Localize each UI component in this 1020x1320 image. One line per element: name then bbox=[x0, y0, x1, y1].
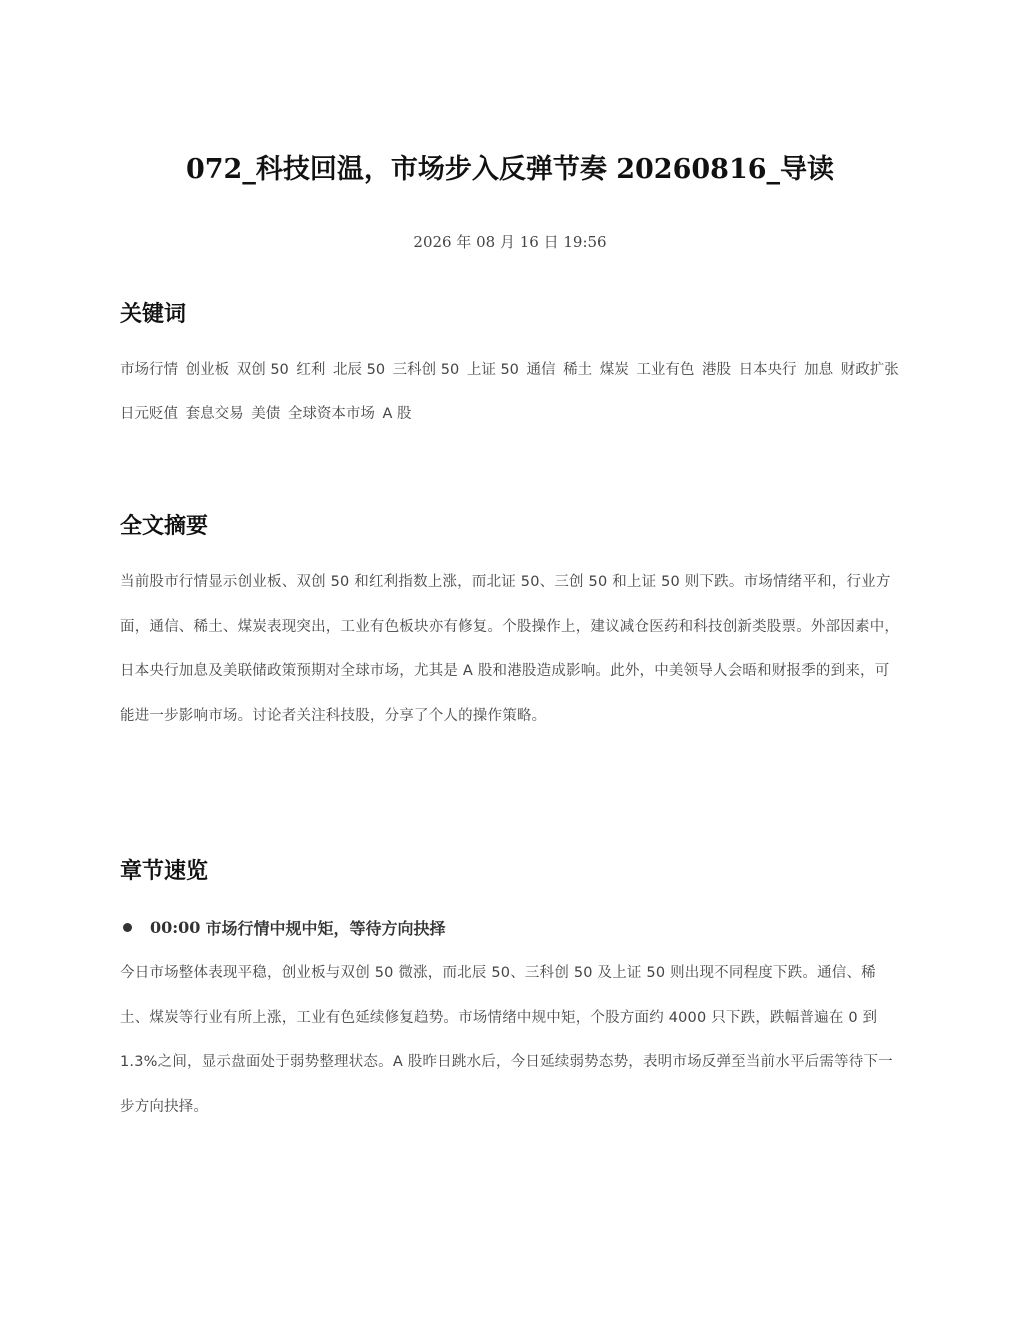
keyword: 日本央行 bbox=[738, 362, 797, 378]
keyword: 全球资本市场 bbox=[287, 406, 375, 422]
summary-heading: 全文摘要 bbox=[120, 514, 209, 539]
chapters-heading: 章节速览 bbox=[120, 859, 209, 884]
chapter-item-heading bbox=[120, 912, 902, 942]
keyword: 美债 bbox=[251, 406, 281, 422]
keyword: 套息交易 bbox=[185, 406, 244, 422]
keyword: 创业板 bbox=[185, 362, 230, 378]
keyword: 上证 50 bbox=[466, 362, 519, 378]
keyword: 双创 50 bbox=[236, 362, 289, 378]
keyword: A 股 bbox=[382, 406, 412, 422]
keyword: 加息 bbox=[804, 362, 834, 378]
keyword: 红利 bbox=[296, 362, 326, 378]
keywords-heading: 关键词 bbox=[120, 302, 187, 327]
keyword: 通信 bbox=[526, 362, 556, 378]
keyword: 财政扩张 bbox=[840, 362, 899, 378]
keyword: 工业有色 bbox=[636, 362, 695, 378]
document-date: 2026 年 08 月 16 日 19:56 bbox=[413, 233, 607, 251]
keyword-list bbox=[120, 348, 902, 436]
keyword: 港股 bbox=[701, 362, 731, 378]
keyword: 稀土 bbox=[563, 362, 593, 378]
chapter-timestamp: 00:00 bbox=[150, 917, 201, 937]
keyword: 煤炭 bbox=[599, 362, 629, 378]
keyword: 三科创 50 bbox=[392, 362, 460, 378]
summary-text: 当前股市行情显示创业板、双创 50 和红利指数上涨，而北证 50、三创 50 和上证 50 则下跌。市场情绪平和，行业方面，通信、稀土、煤炭表现突出，工业有色板块亦有修复。个股操作上，建议减仓医药和科技创新类股票。外部因素中，日本央行加息及美联储政策预期对全球市场，尤其是 A 股和港股造成影响。此外，中美领导人会晤和财报季的到来，可能进一步影响市场。讨论者关注科技股，分享了个人的操作策略。 bbox=[120, 574, 900, 724]
chapter-title: 市场行情中规中矩，等待方向抉择 bbox=[205, 918, 446, 938]
keyword: 市场行情 bbox=[120, 362, 178, 378]
chapter-text: 今日市场整体表现平稳，创业板与双创 50 微涨，而北辰 50、三科创 50 及上证 50 则出现不同程度下跌。通信、稀土、煤炭等行业有所上涨，工业有色延续修复趋势。市场情绪中规中矩，个股方面约 4000 只下跌，跌幅普遍在 0 到 1.3%之间，显示盘面处于弱势整理状态。A 股昨日跳水后，今日延续弱势态势，表明市场反弹至当前水平后需等待下一步方向抉择。 bbox=[120, 965, 893, 1115]
keyword: 北辰 50 bbox=[333, 362, 386, 378]
document-title: 072_科技回温，市场步入反弹节奏 20260816_导读 bbox=[185, 154, 835, 185]
bullet-icon bbox=[123, 923, 132, 932]
keyword: 日元贬值 bbox=[120, 406, 178, 422]
